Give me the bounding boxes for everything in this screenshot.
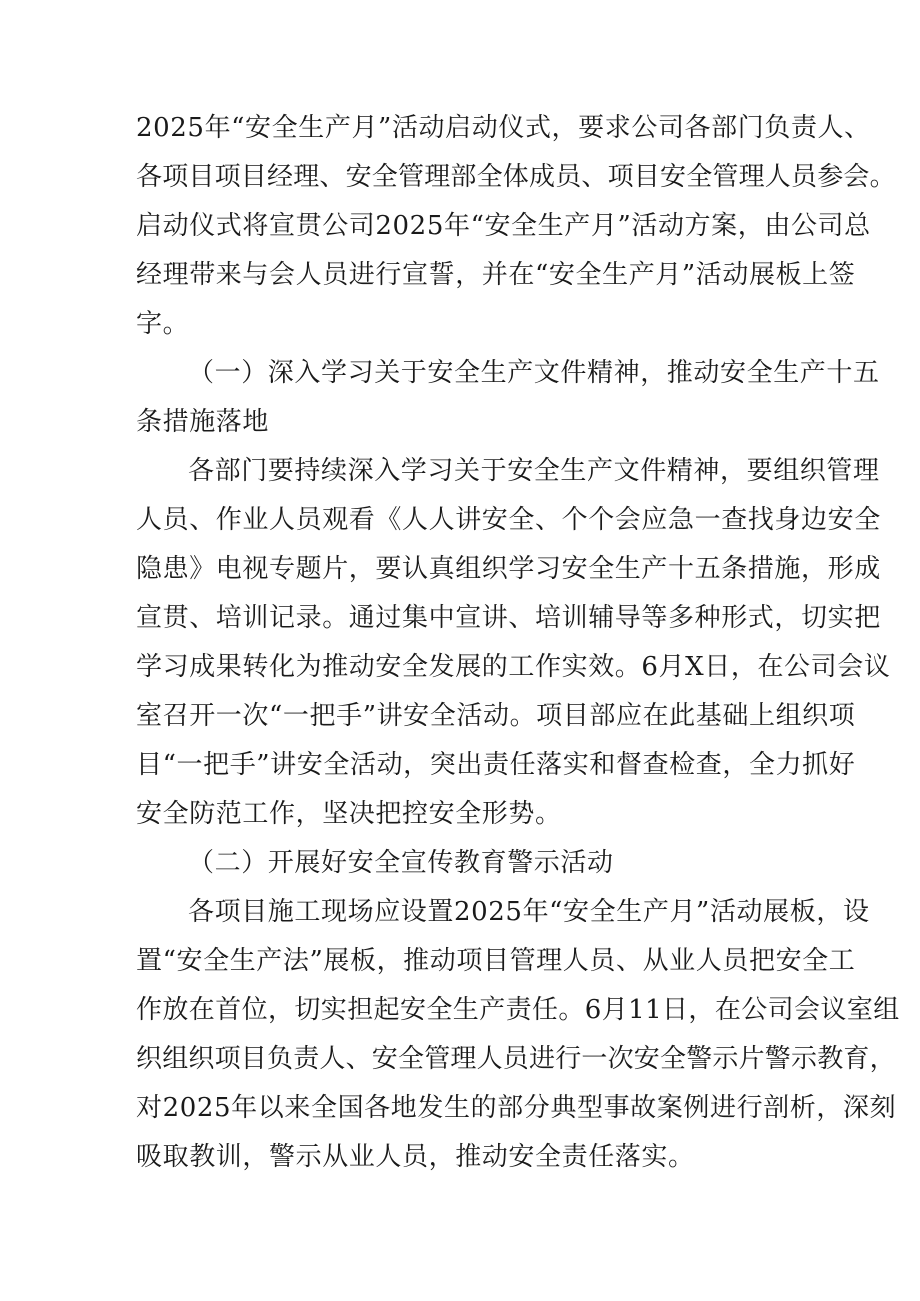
section-heading-2-line-1: （二）开展好安全宣传教育警示活动: [188, 848, 614, 878]
paragraph-2-line-2: 人员、作业人员观看《人人讲安全、个个会应急一查找身边安全: [136, 505, 881, 535]
paragraph-3-line-6: 吸取教训，警示从业人员，推动安全责任落实。: [136, 1142, 695, 1172]
paragraph-3-line-3: 作放在首位，切实担起安全生产责任。6月11日，在公司会议室组: [136, 995, 900, 1025]
paragraph-2-line-7: 目“一把手”讲安全活动，突出责任落实和督查检查，全力抓好: [136, 750, 856, 780]
section-heading-1-line-1: （一）深入学习关于安全生产文件精神，推动安全生产十五: [188, 358, 880, 388]
paragraph-3-line-5: 对2025年以来全国各地发生的部分典型事故案例进行剖析，深刻: [136, 1093, 897, 1123]
paragraph-3-line-1: 各项目施工现场应设置2025年“安全生产月”活动展板，设: [188, 897, 870, 927]
paragraph-2-line-8: 安全防范工作，坚决把控安全形势。: [136, 799, 562, 829]
paragraph-3-line-4: 织组织项目负责人、安全管理人员进行一次安全警示片警示教育，: [136, 1044, 896, 1074]
paragraph-1-line-4: 经理带来与会人员进行宣誓，并在“安全生产月”活动展板上签: [136, 260, 856, 290]
paragraph-1-line-1: 2025年“安全生产月”活动启动仪式，要求公司各部门负责人、: [136, 113, 871, 143]
paragraph-1-line-3: 启动仪式将宣贯公司2025年“安全生产月”活动方案，由公司总: [136, 211, 871, 241]
paragraph-3-line-2: 置“安全生产法”展板，推动项目管理人员、从业人员把安全工: [136, 946, 856, 976]
paragraph-2-line-6: 室召开一次“一把手”讲安全活动。项目部应在此基础上组织项: [136, 701, 856, 731]
section-heading-1-line-2: 条措施落地: [136, 407, 270, 437]
paragraph-2-line-1: 各部门要持续深入学习关于安全生产文件精神，要组织管理: [188, 456, 880, 486]
paragraph-1-line-2: 各项目项目经理、安全管理部全体成员、项目安全管理人员参会。: [136, 162, 896, 192]
paragraph-2-line-4: 宣贯、培训记录。通过集中宣讲、培训辅导等多种形式，切实把: [136, 603, 881, 633]
paragraph-2-line-5: 学习成果转化为推动安全发展的工作实效。6月X日，在公司会议: [136, 652, 891, 682]
paragraph-2-line-3: 隐患》电视专题片，要认真组织学习安全生产十五条措施，形成: [136, 554, 881, 584]
paragraph-1-line-5: 字。: [136, 309, 190, 339]
